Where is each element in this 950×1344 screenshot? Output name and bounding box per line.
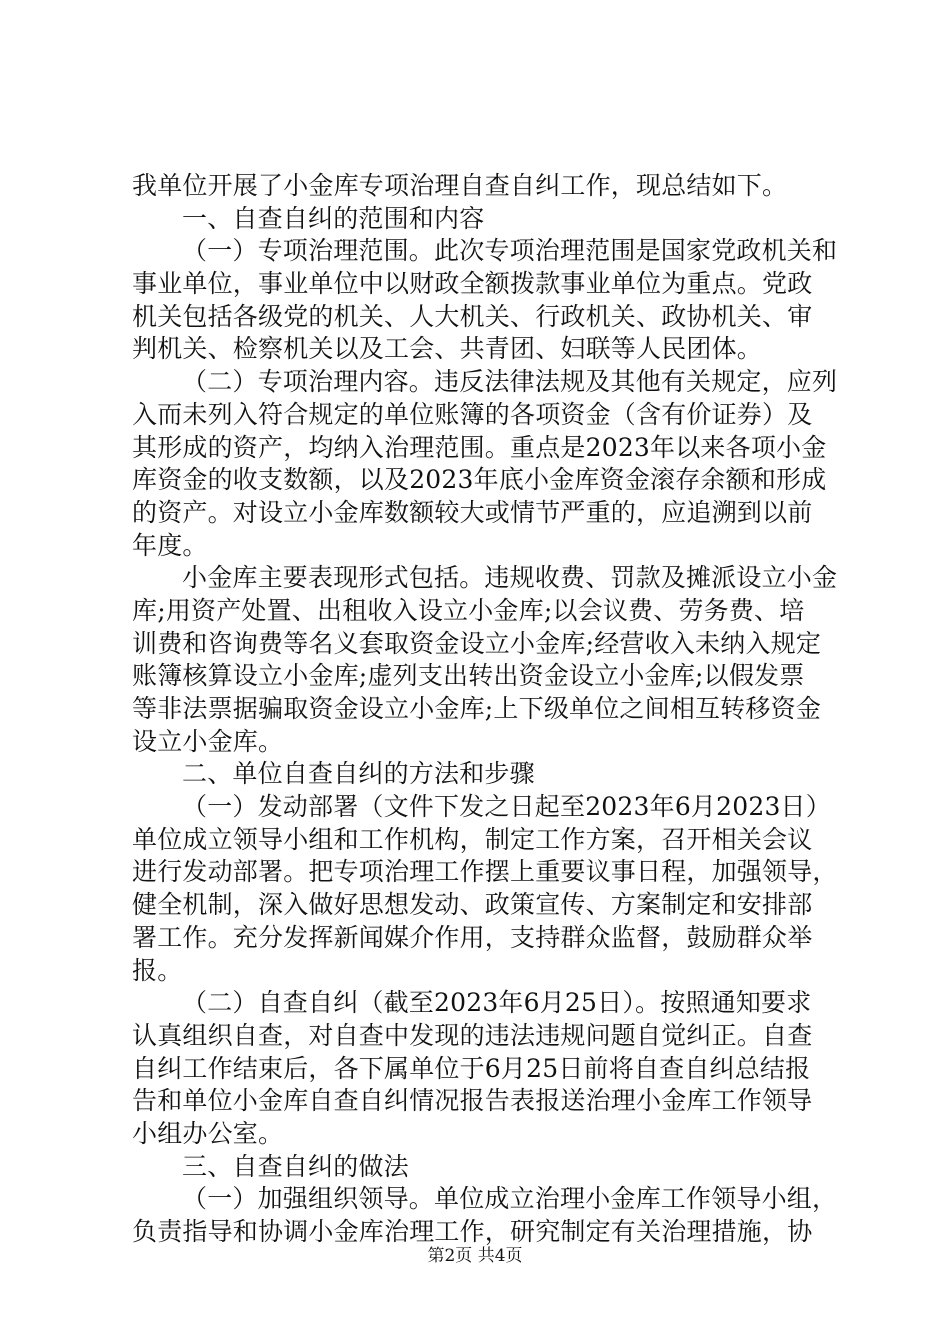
text-line: （二）自查自纠（截至2023年6月25日）。按照通知要求	[182, 988, 812, 1018]
text-line: （一）加强组织领导。单位成立治理小金库工作领导小组，	[182, 1184, 838, 1214]
page-number-label: 第2页 共4页	[427, 1246, 523, 1266]
text-line: 一、自查自纠的范围和内容	[182, 203, 485, 233]
text-line: 我单位开展了小金库专项治理自查自纠工作，现总结如下。	[132, 171, 788, 200]
text-line: 等非法票据骗取资金设立小金库;上下级单位之间相互转移资金	[132, 694, 822, 723]
text-line: 进行发动部署。把专项治理工作摆上重要议事日程，加强领导，	[132, 857, 838, 887]
text-line: （一）发动部署（文件下发之日起至2023年6月2023日）	[182, 792, 831, 822]
text-line: 事业单位，事业单位中以财政全额拨款事业单位为重点。党政	[132, 269, 813, 299]
text-line: 自纠工作结束后，各下属单位于6月25日前将自查自纠总结报	[132, 1053, 811, 1083]
text-line: 判机关、检察机关以及工会、共青团、妇联等人民团体。	[132, 334, 763, 364]
text-line: 年度。	[132, 530, 208, 560]
text-line: （一）专项治理范围。此次专项治理范围是国家党政机关和	[182, 236, 838, 266]
text-line: 告和单位小金库自查自纠情况报告表报送治理小金库工作领导	[132, 1086, 813, 1116]
text-line: 小金库主要表现形式包括。违规收费、罚款及摊派设立小金	[182, 563, 838, 593]
text-line: 负责指导和协调小金库治理工作，研究制定有关治理措施，协	[132, 1217, 813, 1246]
text-line: 二、单位自查自纠的方法和步骤	[182, 759, 535, 789]
text-line: 的资产。对设立小金库数额较大或情节严重的，应追溯到以前	[132, 497, 813, 527]
text-line: 设立小金库。	[132, 726, 284, 756]
text-line: 认真组织自查，对自查中发现的违法违规问题自觉纠正。自查	[132, 1020, 813, 1050]
text-line: 单位成立领导小组和工作机构，制定工作方案，召开相关会议	[132, 824, 813, 854]
text-line: 小组办公室。	[132, 1118, 284, 1148]
text-line: 机关包括各级党的机关、人大机关、行政机关、政协机关、审	[132, 301, 813, 331]
text-line: （二）专项治理内容。违反法律法规及其他有关规定，应列	[182, 367, 838, 397]
text-line: 库资金的收支数额，以及2023年底小金库资金滚存余额和形成	[132, 465, 827, 495]
page-footer	[0, 1244, 950, 1268]
text-line: 健全机制，深入做好思想发动、政策宣传、方案制定和安排部	[132, 890, 813, 920]
text-line: 训费和咨询费等名义套取资金设立小金库;经营收入未纳入规定	[132, 628, 822, 658]
text-line: 三、自查自纠的做法	[182, 1151, 409, 1181]
text-line: 账簿核算设立小金库;虚列支出转出资金设立小金库;以假发票	[132, 661, 805, 691]
text-line: 其形成的资产，均纳入治理范围。重点是2023年以来各项小金	[132, 432, 827, 462]
text-line: 库;用资产处置、出租收入设立小金库;以会议费、劳务费、培	[132, 595, 805, 625]
text-line: 报。	[132, 955, 183, 985]
text-line: 署工作。充分发挥新闻媒介作用，支持群众监督，鼓励群众举	[132, 922, 813, 952]
document-body	[132, 170, 838, 1249]
text-line: 入而未列入符合规定的单位账簿的各项资金（含有价证券）及	[132, 399, 813, 429]
